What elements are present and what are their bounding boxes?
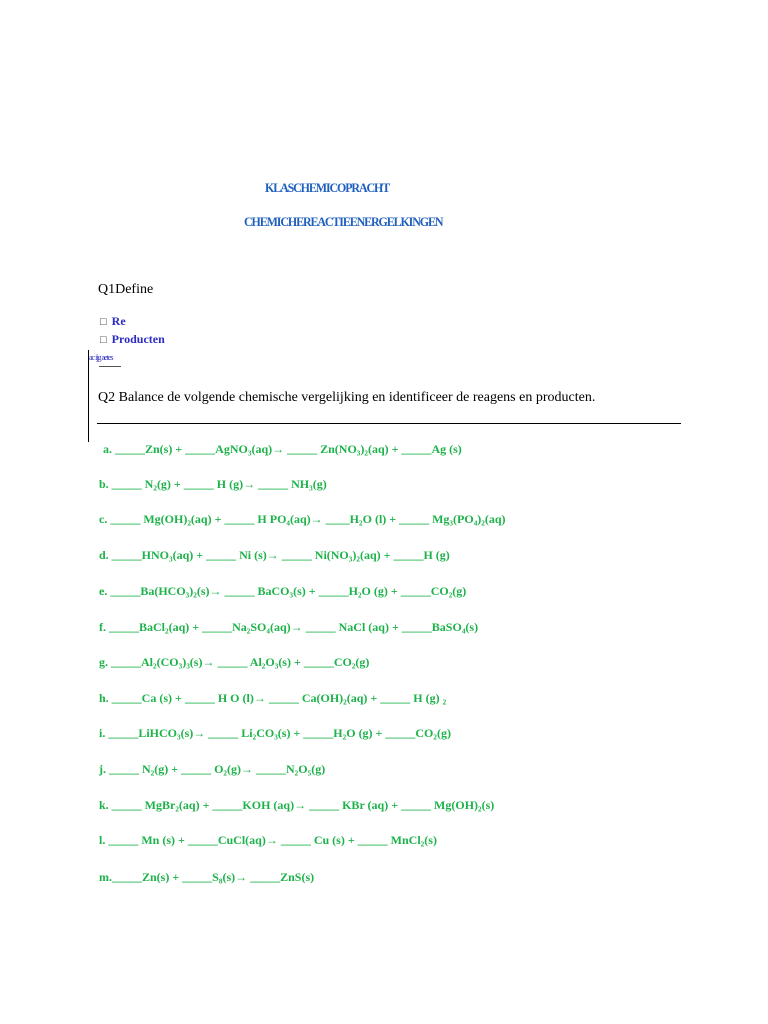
equation-l: l. _____ Mn (s) + _____CuCl(aq)→ _____ Cu (s) + _____ MnCl₂(s): [99, 833, 437, 847]
equation-a: a. _____Zn(s) + _____AgNO₃(aq)→ _____ Zn(NO₃)₂(aq) + _____Ag (s): [103, 442, 462, 456]
equation-m: m._____Zn(s) + _____S₈(s)→ _____ZnS(s): [99, 870, 315, 884]
document-title: KLASCHEMICOPRACHT: [265, 180, 390, 195]
equation-f: f. _____BaCl₂(aq) + _____Na₂SO₄(aq)→ _____ NaCl (aq) + _____BaSO₄(s): [99, 620, 479, 634]
q2-heading: Q2 Balance de volgende chemische vergelijking en identificeer de reagens en producten.: [98, 390, 596, 405]
equation-h: h. _____Ca (s) + _____ H O (l)→ _____ Ca(OH)₂(aq) + _____ H (g) ₂: [99, 691, 447, 705]
equation-e: e. _____Ba(HCO₃)₂(s)→ _____ BaCO₃(s) + _____H₂O (g) + _____CO₂(g): [99, 584, 467, 598]
equation-j: j. _____ N₂(g) + _____ O₂(g)→ _____N₂O₅(g): [99, 762, 326, 776]
equation-i: i. _____LiHCO₃(s)→ _____ Li₂CO₃(s) + _____H₂O (g) + _____CO₂(g): [99, 726, 451, 740]
horizontal-rule: [97, 423, 681, 424]
q1-item-reagents: [100, 314, 126, 329]
short-rule: [99, 366, 121, 367]
q1-heading: Q1Define: [98, 282, 154, 297]
document-subtitle: CHEMICHEREACTIEENERGELKINGEN: [244, 214, 443, 229]
equation-d: d. _____HNO₃(aq) + _____ Ni (s)→ _____ Ni(NO₃)₂(aq) + _____H (g): [99, 548, 450, 562]
equation-c: c. _____ Mg(OH)₂(aq) + _____ H PO₄(aq)→ ____H₂O (l) + _____ Mg₃(PO₄)₂(aq): [99, 512, 506, 526]
checkbox-icon: □: [100, 316, 107, 328]
equation-b: b. _____ N₂(g) + _____ H (g)→ _____ NH₃(g): [99, 477, 327, 491]
checkbox-icon: □: [100, 334, 107, 346]
q1-tiny-text: ac ijg aetes: [89, 353, 113, 362]
equation-g: g. _____Al₂(CO₃)₃(s)→ _____ Al₂O₃(s) + _____CO₂(g): [99, 655, 370, 669]
q1-item-label: Producten: [111, 332, 165, 346]
q1-item-products: [100, 332, 165, 347]
vertical-rule: [88, 350, 89, 442]
q1-item-label: Re: [111, 314, 126, 328]
equation-k: k. _____ MgBr₂(aq) + _____KOH (aq)→ _____ KBr (aq) + _____ Mg(OH)₂(s): [99, 798, 495, 812]
